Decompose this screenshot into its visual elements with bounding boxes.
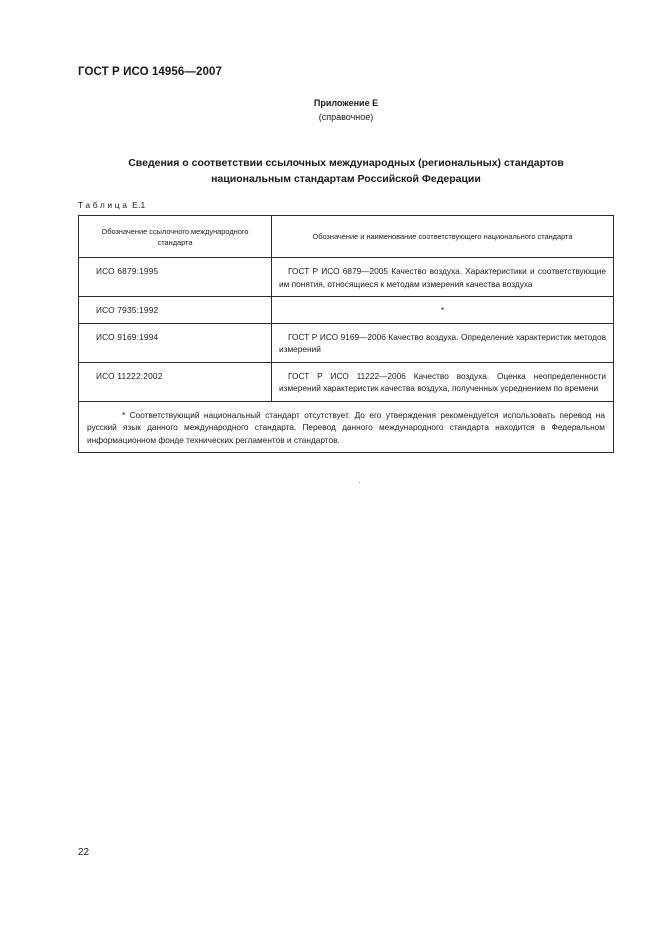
document-code: ГОСТ Р ИСО 14956—2007 — [78, 66, 223, 78]
table-footnote-row — [79, 401, 614, 453]
table-row — [79, 323, 614, 362]
table-row — [79, 362, 614, 401]
appendix-heading — [0, 96, 661, 124]
table-caption-number: Е.1 — [132, 200, 146, 210]
appendix-subtitle: (справочное) — [318, 112, 374, 122]
appendix-title: Приложение Е — [313, 98, 379, 108]
cell-international-standard: ИСО 9169:1994 — [79, 323, 272, 362]
cell-national-standard: ГОСТ Р ИСО 6879—2005 Качество воздуха. Характеристики и соответствующие им понятия, относящиеся к методам измерения качества воздуха — [272, 258, 614, 297]
page-number: 22 — [78, 847, 90, 858]
section-title — [78, 155, 614, 187]
table-caption-prefix: Таблица — [78, 200, 130, 210]
cell-national-standard: * — [272, 297, 614, 324]
table-footnote: * Соответствующий национальный стандарт отсутствует. До его утверждения рекомендуется использовать перевод на русский язык данного международного стандарта. Перевод данного международного стандарта находится в Федеральном информационном фонде технических регламентов и стандартов. — [79, 401, 614, 453]
cell-national-standard: ГОСТ Р ИСО 11222—2006 Качество воздуха. Оценка неопределенности измерений характеристик качества воздуха, полученных усреднением по времени — [272, 362, 614, 401]
header-international-standard: Обозначение ссылочного международного стандарта — [79, 216, 272, 258]
cell-international-standard: ИСО 7935:1992 — [79, 297, 272, 324]
table-caption — [78, 200, 145, 210]
cell-international-standard: ИСО 11222:2002 — [79, 362, 272, 401]
standards-correspondence-table — [78, 215, 614, 453]
section-title-line-1: Сведения о соответствии ссылочных международных (региональных) стандартов — [128, 157, 564, 169]
table-header-row — [79, 216, 614, 258]
section-title-line-2: национальным стандартам Российской Федерации — [211, 173, 481, 185]
table-row — [79, 258, 614, 297]
cell-national-standard: ГОСТ Р ИСО 9169—2006 Качество воздуха. Определение характеристик методов измерений — [272, 323, 614, 362]
scan-speck — [359, 482, 360, 483]
table-row — [79, 297, 614, 324]
header-national-standard: Обозначение и наименование соответствующего национального стандарта — [272, 216, 614, 258]
cell-international-standard: ИСО 6879:1995 — [79, 258, 272, 297]
